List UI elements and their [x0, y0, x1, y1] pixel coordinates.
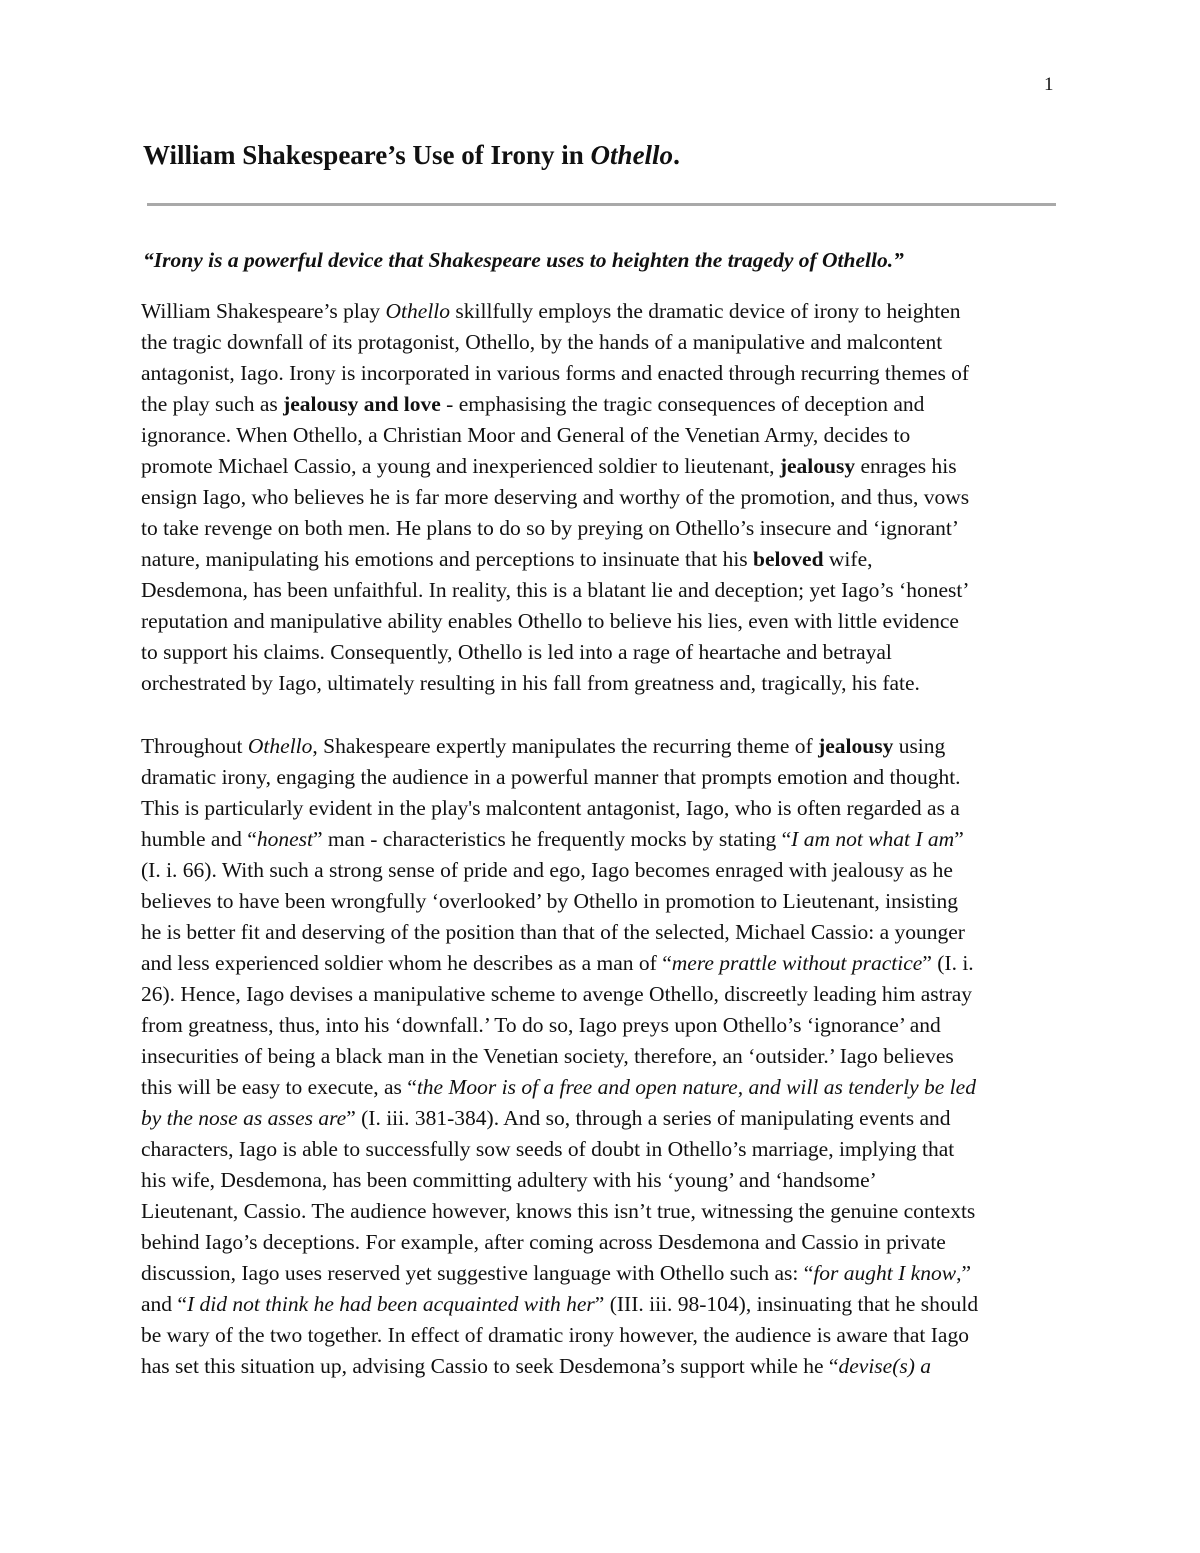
text-line: [141, 1134, 1061, 1165]
text-line: [141, 1041, 1061, 1072]
text-line: [141, 824, 1061, 855]
text-line: [141, 327, 1061, 358]
text-segment: 26). Hence, Iago devises a manipulative scheme to avenge Othello, discreetly leading him astray: [141, 982, 973, 1006]
text-segment: ensign Iago, who believes he is far more deserving and worthy of the promotion, and thus, vows: [141, 485, 970, 509]
text-segment: , Shakespeare expertly manipulates the recurring theme of: [312, 734, 819, 758]
italic-text: for aught I know: [813, 1261, 957, 1285]
text-segment: skillfully employs the dramatic device of irony to heighten: [450, 299, 961, 323]
italic-text: the Moor is of a free and open nature, and will as tenderly be led: [416, 1075, 976, 1099]
italic-text: Othello: [385, 299, 451, 323]
bold-text: jealousy: [779, 454, 856, 478]
text-segment: using: [893, 734, 946, 758]
text-line: [141, 948, 1061, 979]
text-segment: enrages his: [855, 454, 957, 478]
text-line: [141, 793, 1061, 824]
bold-text: beloved: [753, 547, 824, 571]
text-segment: ” man - characteristics he frequently mocks by stating “: [312, 827, 792, 851]
text-segment: This is particularly evident in the play's malcontent antagonist, Iago, who is often regarded as a: [141, 796, 960, 820]
text-segment: behind Iago’s deceptions. For example, after coming across Desdemona and Cassio in private: [141, 1230, 946, 1254]
text-line: [141, 296, 1061, 327]
text-segment: Lieutenant, Cassio. The audience however, knows this isn’t true, witnessing the genuine contexts: [141, 1199, 976, 1223]
title-prefix: William Shakespeare’s Use of Irony in: [143, 140, 591, 170]
bold-text: jealousy and love: [283, 392, 441, 416]
text-segment: discussion, Iago uses reserved yet suggestive language with Othello such as: “: [141, 1261, 814, 1285]
text-segment: reputation and manipulative ability enables Othello to believe his lies, even with little evidence: [141, 609, 959, 633]
essay-prompt-quote: “Irony is a powerful device that Shakespeare uses to heighten the tragedy of Othello.”: [143, 248, 904, 272]
text-line: [141, 358, 1061, 389]
text-segment: orchestrated by Iago, ultimately resulting in his fall from greatness and, tragically, his fate.: [141, 671, 920, 695]
text-segment: ”: [954, 827, 964, 851]
bold-text: jealousy: [818, 734, 894, 758]
text-segment: Desdemona, has been unfaithful. In reality, this is a blatant lie and deception; yet Iago’s ‘honest’: [141, 578, 970, 602]
text-line: [141, 1351, 1061, 1382]
text-line: [141, 1103, 1061, 1134]
text-segment: (I. i. 66). With such a strong sense of pride and ego, Iago becomes enraged with jealousy as he: [141, 858, 953, 882]
text-line: [141, 886, 1061, 917]
text-line: [141, 451, 1061, 482]
text-line: [141, 1258, 1061, 1289]
text-segment: to support his claims. Consequently, Othello is led into a rage of heartache and betrayal: [141, 640, 892, 664]
text-line: [141, 1320, 1061, 1351]
text-line: [141, 482, 1061, 513]
text-line: [141, 668, 1061, 699]
text-segment: and less experienced soldier whom he describes as a man of “: [141, 951, 672, 975]
text-segment: humble and “: [141, 827, 257, 851]
text-line: [141, 575, 1061, 606]
text-segment: ignorance. When Othello, a Christian Moor and General of the Venetian Army, decides to: [141, 423, 911, 447]
text-segment: ” (I. iii. 381-384). And so, through a series of manipulating events and: [346, 1106, 951, 1130]
title-work: Othello: [590, 140, 674, 170]
page-number: 1: [1044, 74, 1054, 95]
text-segment: Throughout: [141, 734, 248, 758]
body-paragraph-2: [141, 731, 1061, 1382]
text-line: [141, 1196, 1061, 1227]
text-segment: ” (I. i.: [922, 951, 974, 975]
text-segment: wife,: [823, 547, 873, 571]
text-segment: nature, manipulating his emotions and perceptions to insinuate that his: [141, 547, 754, 571]
title-suffix: .: [673, 140, 680, 170]
italic-text: I am not what I am: [791, 827, 955, 851]
text-segment: antagonist, Iago. Irony is incorporated in various forms and enacted through recurring themes of: [141, 361, 970, 385]
text-segment: promote Michael Cassio, a young and inexperienced soldier to lieutenant,: [141, 454, 780, 478]
text-segment: insecurities of being a black man in the Venetian society, therefore, an ‘outsider.’ Iago believes: [141, 1044, 954, 1068]
text-segment: the play such as: [141, 392, 284, 416]
text-line: [141, 637, 1061, 668]
title-divider: [147, 203, 1056, 206]
text-segment: - emphasising the tragic consequences of deception and: [440, 392, 925, 416]
text-segment: ” (III. iii. 98-104), insinuating that he should: [594, 1292, 979, 1316]
text-segment: he is better fit and deserving of the position than that of the selected, Michael Cassio: a younger: [141, 920, 965, 944]
text-segment: believes to have been wrongfully ‘overlooked’ by Othello in promotion to Lieutenant, insisting: [141, 889, 959, 913]
text-segment: the tragic downfall of its protagonist, Othello, by the hands of a manipulative and malcontent: [141, 330, 943, 354]
text-line: [141, 731, 1061, 762]
text-line: [141, 917, 1061, 948]
italic-text: devise(s) a: [838, 1354, 932, 1378]
text-segment: from greatness, thus, into his ‘downfall.’ To do so, Iago preys upon Othello’s ‘ignorance’ and: [141, 1013, 941, 1037]
document-title: [143, 138, 680, 173]
text-segment: this will be easy to execute, as “: [141, 1075, 417, 1099]
text-segment: his wife, Desdemona, has been committing adultery with his ‘young’ and ‘handsome’: [141, 1168, 877, 1192]
text-segment: and “: [141, 1292, 187, 1316]
italic-text: honest: [256, 827, 313, 851]
text-line: [141, 1289, 1061, 1320]
text-line: [141, 513, 1061, 544]
text-line: [141, 1165, 1061, 1196]
text-segment: to take revenge on both men. He plans to do so by preying on Othello’s insecure and ‘ignorant’: [141, 516, 959, 540]
italic-text: mere prattle without practice: [671, 951, 923, 975]
text-segment: William Shakespeare’s play: [141, 299, 386, 323]
text-line: [141, 544, 1061, 575]
text-line: [141, 606, 1061, 637]
italic-text: I did not think he had been acquainted with her: [186, 1292, 595, 1316]
text-segment: dramatic irony, engaging the audience in a powerful manner that prompts emotion and thought.: [141, 765, 961, 789]
text-line: [141, 420, 1061, 451]
text-line: [141, 1010, 1061, 1041]
text-line: [141, 389, 1061, 420]
text-line: [141, 762, 1061, 793]
text-line: [141, 1227, 1061, 1258]
text-segment: be wary of the two together. In effect of dramatic irony however, the audience is aware that Iago: [141, 1323, 969, 1347]
italic-text: Othello: [247, 734, 313, 758]
body-paragraph-1: [141, 296, 1061, 699]
text-segment: ,”: [956, 1261, 971, 1285]
text-line: [141, 855, 1061, 886]
text-segment: characters, Iago is able to successfully sow seeds of doubt in Othello’s marriage, implying that: [141, 1137, 955, 1161]
text-segment: has set this situation up, advising Cassio to seek Desdemona’s support while he “: [141, 1354, 839, 1378]
italic-text: by the nose as asses are: [141, 1106, 347, 1130]
text-line: [141, 1072, 1061, 1103]
text-line: [141, 979, 1061, 1010]
